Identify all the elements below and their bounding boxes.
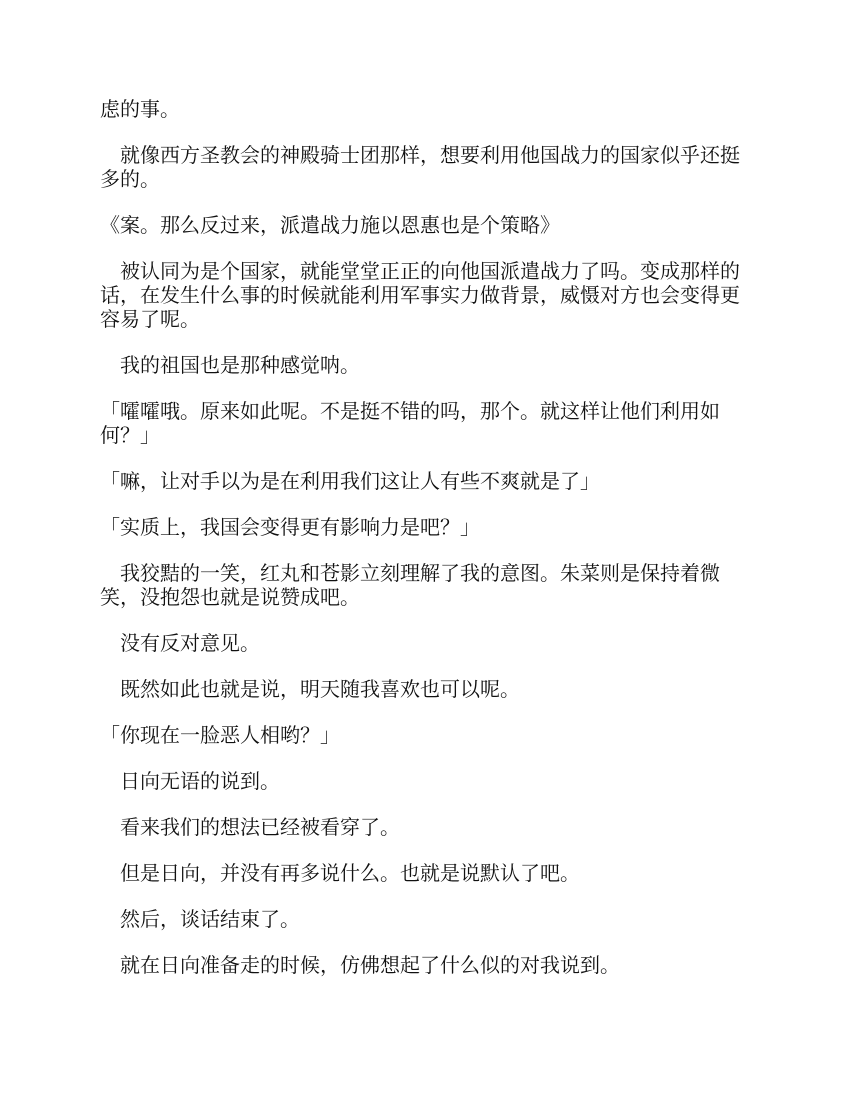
paragraph: 被认同为是个国家，就能堂堂正正的向他国派遣战力了吗。变成那样的话，在发生什么事的时候就能利用军事实力做背景，威慑对方也会变得更容易了呢。 [100, 259, 740, 331]
paragraph: 既然如此也就是说，明天随我喜欢也可以呢。 [100, 677, 520, 701]
paragraph: 就在日向准备走的时候，仿佛想起了什么似的对我说到。 [100, 953, 620, 977]
paragraph: 「你现在一脸恶人相哟？」 [100, 723, 340, 747]
paragraph: 日向无语的说到。 [100, 769, 280, 793]
paragraph: 虑的事。 [100, 97, 180, 121]
paragraph: 「嘛，让对手以为是在利用我们这让人有些不爽就是了」 [100, 469, 600, 493]
paragraph: 我的祖国也是那种感觉呐。 [100, 353, 360, 377]
paragraph: 就像西方圣教会的神殿骑士团那样，想要利用他国战力的国家似乎还挺多的。 [100, 143, 740, 191]
paragraph: 看来我们的想法已经被看穿了。 [100, 815, 400, 839]
paragraph: 我狡黠的一笑，红丸和苍影立刻理解了我的意图。朱菜则是保持着微笑，没抱怨也就是说赞成吧。 [100, 561, 720, 609]
paragraph: 但是日向，并没有再多说什么。也就是说默认了吧。 [100, 861, 580, 885]
text-body [100, 97, 750, 999]
paragraph: 然后，谈话结束了。 [100, 907, 300, 931]
paragraph: 「嚯嚯哦。原来如此呢。不是挺不错的吗，那个。就这样让他们利用如何？」 [100, 399, 720, 447]
paragraph: 没有反对意见。 [100, 631, 260, 655]
paragraph: 《案。那么反过来，派遣战力施以恩惠也是个策略》 [100, 213, 560, 237]
paragraph: 「实质上，我国会变得更有影响力是吧？」 [100, 515, 480, 539]
